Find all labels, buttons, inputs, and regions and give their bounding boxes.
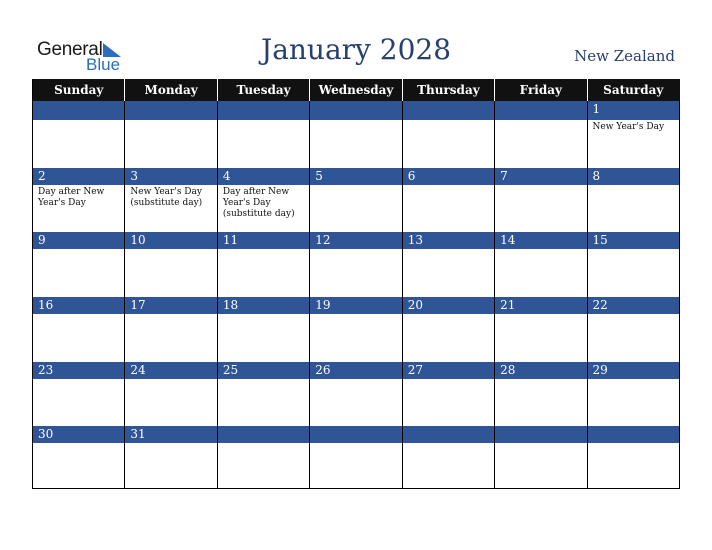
country-label: New Zealand — [574, 47, 675, 65]
day-number: 1 — [588, 101, 679, 120]
holiday-label — [495, 249, 586, 251]
day-cell[interactable] — [125, 360, 217, 425]
holiday-label — [403, 443, 494, 445]
day-cell[interactable] — [403, 166, 495, 231]
day-cell[interactable] — [588, 230, 680, 295]
day-cell[interactable] — [495, 360, 587, 425]
day-number: 25 — [218, 360, 309, 379]
holiday-label: New Year's Day — [592, 122, 665, 132]
day-cell[interactable] — [33, 424, 125, 489]
day-cell[interactable] — [495, 230, 587, 295]
day-cell[interactable] — [403, 295, 495, 360]
holiday-label — [125, 443, 216, 445]
day-cell[interactable] — [403, 101, 495, 166]
day-cell[interactable] — [495, 101, 587, 166]
day-number: 20 — [403, 295, 494, 314]
day-cell[interactable] — [588, 101, 680, 166]
day-cell[interactable] — [310, 295, 402, 360]
holiday-label — [125, 379, 216, 381]
week-row — [33, 101, 680, 166]
holiday-label: Day after New Year's Day — [38, 186, 105, 208]
holiday-label — [218, 314, 309, 316]
day-number: 23 — [33, 360, 124, 379]
day-number: 6 — [403, 166, 494, 185]
day-cell[interactable] — [310, 424, 402, 489]
day-cell[interactable] — [495, 295, 587, 360]
holiday-label — [218, 120, 309, 122]
day-number: 24 — [125, 360, 216, 379]
holiday-label — [588, 379, 679, 381]
day-number: 11 — [218, 230, 309, 249]
day-cell[interactable] — [33, 360, 125, 425]
holiday-label — [218, 379, 309, 381]
day-cell[interactable] — [218, 166, 310, 231]
day-number: 10 — [125, 230, 216, 249]
day-number: 4 — [218, 166, 309, 185]
day-number: 22 — [588, 295, 679, 314]
day-number: 12 — [310, 230, 401, 249]
holiday-label — [310, 185, 401, 187]
holiday-label — [310, 120, 401, 122]
day-cell[interactable] — [588, 295, 680, 360]
holiday-label — [125, 314, 216, 316]
holiday-label — [588, 249, 679, 251]
logo-word-blue: Blue — [86, 55, 121, 74]
day-number: 19 — [310, 295, 401, 314]
day-cell[interactable] — [403, 230, 495, 295]
holiday-label — [310, 314, 401, 316]
day-cell[interactable] — [125, 101, 217, 166]
holiday-label — [495, 443, 586, 445]
holiday-label: New Year's Day (substitute day) — [130, 186, 203, 208]
day-number: 13 — [403, 230, 494, 249]
day-cell[interactable] — [310, 101, 402, 166]
day-cell[interactable] — [125, 166, 217, 231]
day-cell[interactable] — [495, 166, 587, 231]
holiday-label — [495, 314, 586, 316]
day-cell[interactable] — [403, 424, 495, 489]
holiday-label — [218, 443, 309, 445]
day-number: 16 — [33, 295, 124, 314]
day-number — [218, 101, 309, 120]
week-row — [33, 424, 680, 489]
holiday-label — [125, 120, 216, 122]
day-number: 31 — [125, 424, 216, 443]
holiday-label — [33, 314, 124, 316]
holiday-label — [310, 249, 401, 251]
weekday-header: Tuesday — [218, 79, 310, 101]
day-number: 21 — [495, 295, 586, 314]
holiday-label — [310, 379, 401, 381]
day-number — [495, 424, 586, 443]
holiday-label — [310, 443, 401, 445]
weekday-header-row — [33, 79, 680, 101]
day-number: 15 — [588, 230, 679, 249]
day-cell[interactable] — [218, 295, 310, 360]
day-number: 26 — [310, 360, 401, 379]
holiday-label — [403, 249, 494, 251]
day-number: 27 — [403, 360, 494, 379]
weekday-header: Friday — [495, 79, 587, 101]
day-cell[interactable] — [218, 101, 310, 166]
holiday-label — [403, 185, 494, 187]
weekday-header: Thursday — [403, 79, 495, 101]
day-cell[interactable] — [33, 230, 125, 295]
holiday-label — [495, 120, 586, 122]
day-number: 14 — [495, 230, 586, 249]
calendar-title: January 2028 — [260, 33, 452, 66]
day-number: 2 — [33, 166, 124, 185]
day-cell[interactable] — [218, 424, 310, 489]
week-row — [33, 295, 680, 360]
holiday-label — [588, 185, 679, 187]
week-row — [33, 230, 680, 295]
holiday-label — [218, 249, 309, 251]
weekday-header: Saturday — [588, 79, 680, 101]
holiday-label — [403, 314, 494, 316]
weekday-header: Wednesday — [310, 79, 402, 101]
day-number: 18 — [218, 295, 309, 314]
day-cell[interactable] — [310, 360, 402, 425]
holiday-label — [403, 379, 494, 381]
day-number — [218, 424, 309, 443]
day-number: 28 — [495, 360, 586, 379]
day-cell[interactable] — [125, 295, 217, 360]
day-cell[interactable] — [218, 230, 310, 295]
day-cell[interactable] — [310, 166, 402, 231]
day-cell[interactable] — [125, 230, 217, 295]
day-cell[interactable] — [588, 424, 680, 489]
day-number — [495, 101, 586, 120]
holiday-label — [33, 120, 124, 122]
logo-word-general: General — [37, 39, 103, 60]
day-cell[interactable] — [125, 424, 217, 489]
day-number — [588, 424, 679, 443]
day-cell[interactable] — [33, 166, 125, 231]
day-number — [403, 424, 494, 443]
day-cell[interactable] — [588, 166, 680, 231]
holiday-label — [588, 443, 679, 445]
day-number: 8 — [588, 166, 679, 185]
day-number: 5 — [310, 166, 401, 185]
day-number: 17 — [125, 295, 216, 314]
holiday-label — [33, 443, 124, 445]
day-cell[interactable] — [588, 360, 680, 425]
holiday-label — [125, 249, 216, 251]
day-cell[interactable] — [33, 295, 125, 360]
day-number — [310, 424, 401, 443]
day-number: 30 — [33, 424, 124, 443]
day-cell[interactable] — [218, 360, 310, 425]
day-number — [403, 101, 494, 120]
day-cell[interactable] — [403, 360, 495, 425]
day-cell[interactable] — [310, 230, 402, 295]
week-row — [33, 166, 680, 231]
day-number — [125, 101, 216, 120]
weeks-container — [33, 101, 680, 489]
day-number: 9 — [33, 230, 124, 249]
calendar-grid — [32, 79, 680, 489]
weekday-header: Sunday — [33, 79, 125, 101]
holiday-label: Day after New Year's Day (substitute day) — [222, 186, 295, 219]
holiday-label — [495, 185, 586, 187]
weekday-header: Monday — [125, 79, 217, 101]
day-cell[interactable] — [33, 101, 125, 166]
holiday-label — [495, 379, 586, 381]
holiday-label — [403, 120, 494, 122]
day-cell[interactable] — [495, 424, 587, 489]
day-number: 7 — [495, 166, 586, 185]
holiday-label — [33, 379, 124, 381]
holiday-label — [588, 314, 679, 316]
holiday-label — [33, 249, 124, 251]
week-row — [33, 360, 680, 425]
day-number: 29 — [588, 360, 679, 379]
day-number — [310, 101, 401, 120]
day-number — [33, 101, 124, 120]
day-number: 3 — [125, 166, 216, 185]
